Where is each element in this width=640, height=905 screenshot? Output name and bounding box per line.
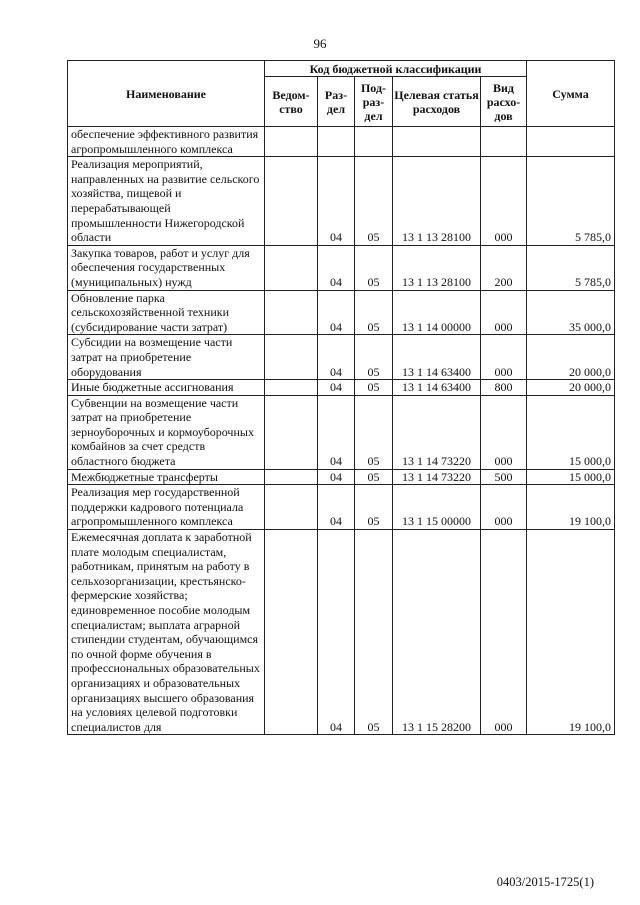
row-sum: 35 000,0 bbox=[527, 290, 615, 335]
table-row bbox=[68, 380, 615, 396]
row-name: Субсидии на возмещение части затрат на приобретение оборудования bbox=[68, 335, 265, 380]
row-razdel: 04 bbox=[318, 245, 355, 290]
page-number: 96 bbox=[313, 36, 327, 51]
budget-table bbox=[67, 60, 615, 735]
row-podrazdel: 05 bbox=[355, 157, 393, 246]
row-target: 13 1 14 63400 bbox=[393, 335, 481, 380]
row-vid: 200 bbox=[481, 245, 527, 290]
row-name: обеспечение эффективного развития агропромышленного комплекса bbox=[68, 127, 265, 157]
row-vedom bbox=[265, 395, 318, 469]
table-row bbox=[68, 127, 615, 157]
row-podrazdel: 05 bbox=[355, 290, 393, 335]
row-sum: 15 000,0 bbox=[527, 469, 615, 485]
row-vid bbox=[481, 127, 527, 157]
header-razdel: Раз-дел bbox=[318, 77, 355, 127]
table-row bbox=[68, 530, 615, 735]
row-podrazdel: 05 bbox=[355, 530, 393, 735]
row-name: Закупка товаров, работ и услуг для обеспечения государственных (муниципальных) нужд bbox=[68, 245, 265, 290]
table-row bbox=[68, 469, 615, 485]
row-name: Иные бюджетные ассигнования bbox=[68, 380, 265, 396]
row-target: 13 1 14 73220 bbox=[393, 469, 481, 485]
table-row bbox=[68, 395, 615, 469]
row-sum: 19 100,0 bbox=[527, 530, 615, 735]
table-row bbox=[68, 335, 615, 380]
row-vedom bbox=[265, 485, 318, 530]
row-vedom bbox=[265, 157, 318, 246]
row-vid: 000 bbox=[481, 530, 527, 735]
row-sum: 15 000,0 bbox=[527, 395, 615, 469]
row-razdel: 04 bbox=[318, 485, 355, 530]
row-vid: 800 bbox=[481, 380, 527, 396]
row-vedom bbox=[265, 469, 318, 485]
row-target bbox=[393, 127, 481, 157]
document-code: 0403/2015-1725(1) bbox=[496, 875, 594, 889]
row-vid: 000 bbox=[481, 335, 527, 380]
row-vedom bbox=[265, 127, 318, 157]
table-row bbox=[68, 245, 615, 290]
header-code-group: Код бюджетной классификации bbox=[265, 61, 527, 77]
row-vid: 000 bbox=[481, 395, 527, 469]
row-vid: 000 bbox=[481, 290, 527, 335]
row-name: Реализация мер государственной поддержки кадрового потенциала агропромышленного комплекса bbox=[68, 485, 265, 530]
row-podrazdel: 05 bbox=[355, 335, 393, 380]
row-razdel: 04 bbox=[318, 290, 355, 335]
row-name: Субвенции на возмещение части затрат на приобретение зерноуборочных и кормоуборочных комбайнов за счет средств областного бюджета bbox=[68, 395, 265, 469]
row-target: 13 1 13 28100 bbox=[393, 157, 481, 246]
row-target: 13 1 15 00000 bbox=[393, 485, 481, 530]
row-target: 13 1 13 28100 bbox=[393, 245, 481, 290]
row-razdel: 04 bbox=[318, 469, 355, 485]
header-target: Целевая статья расходов bbox=[393, 77, 481, 127]
row-podrazdel: 05 bbox=[355, 469, 393, 485]
row-vedom bbox=[265, 290, 318, 335]
header-vedom: Ведом-ство bbox=[265, 77, 318, 127]
row-razdel: 04 bbox=[318, 157, 355, 246]
row-name: Межбюджетные трансферты bbox=[68, 469, 265, 485]
row-sum: 20 000,0 bbox=[527, 335, 615, 380]
row-name: Обновление парка сельскохозяйственной техники (субсидирование части затрат) bbox=[68, 290, 265, 335]
row-sum: 19 100,0 bbox=[527, 485, 615, 530]
header-name: Наименование bbox=[68, 61, 265, 127]
row-sum: 20 000,0 bbox=[527, 380, 615, 396]
table-row bbox=[68, 157, 615, 246]
row-razdel: 04 bbox=[318, 335, 355, 380]
header-vid: Вид расхо-дов bbox=[481, 77, 527, 127]
row-vedom bbox=[265, 335, 318, 380]
row-razdel: 04 bbox=[318, 380, 355, 396]
row-target: 13 1 14 00000 bbox=[393, 290, 481, 335]
row-sum: 5 785,0 bbox=[527, 245, 615, 290]
row-vid: 500 bbox=[481, 469, 527, 485]
header-sum: Сумма bbox=[527, 61, 615, 127]
row-podrazdel bbox=[355, 127, 393, 157]
row-target: 13 1 14 73220 bbox=[393, 395, 481, 469]
row-razdel: 04 bbox=[318, 395, 355, 469]
row-sum bbox=[527, 127, 615, 157]
row-podrazdel: 05 bbox=[355, 395, 393, 469]
row-razdel bbox=[318, 127, 355, 157]
row-sum: 5 785,0 bbox=[527, 157, 615, 246]
row-target: 13 1 14 63400 bbox=[393, 380, 481, 396]
row-name: Ежемесячная доплата к заработной плате молодым специалистам, работникам, принятым на работу в сельхозорганизации, крестьянско-фермерские хозяйства; единовременное пособие молодым специалистам; выплата аграрной стипендии студентам, обучающимся по очной форме обучения в профессиональных образовательных организациях и образовательных организациях высшего образования на условиях целевой подготовки специалистов для bbox=[68, 530, 265, 735]
table-row bbox=[68, 290, 615, 335]
row-vid: 000 bbox=[481, 157, 527, 246]
row-vedom bbox=[265, 530, 318, 735]
row-razdel: 04 bbox=[318, 530, 355, 735]
row-vedom bbox=[265, 245, 318, 290]
row-vid: 000 bbox=[481, 485, 527, 530]
row-target: 13 1 15 28200 bbox=[393, 530, 481, 735]
row-vedom bbox=[265, 380, 318, 396]
header-podrazdel: Под-раз-дел bbox=[355, 77, 393, 127]
row-podrazdel: 05 bbox=[355, 245, 393, 290]
table-row bbox=[68, 485, 615, 530]
row-podrazdel: 05 bbox=[355, 485, 393, 530]
row-podrazdel: 05 bbox=[355, 380, 393, 396]
row-name: Реализация мероприятий, направленных на развитие сельского хозяйства, пищевой и перерабатывающей промышленности Нижегородской области bbox=[68, 157, 265, 246]
